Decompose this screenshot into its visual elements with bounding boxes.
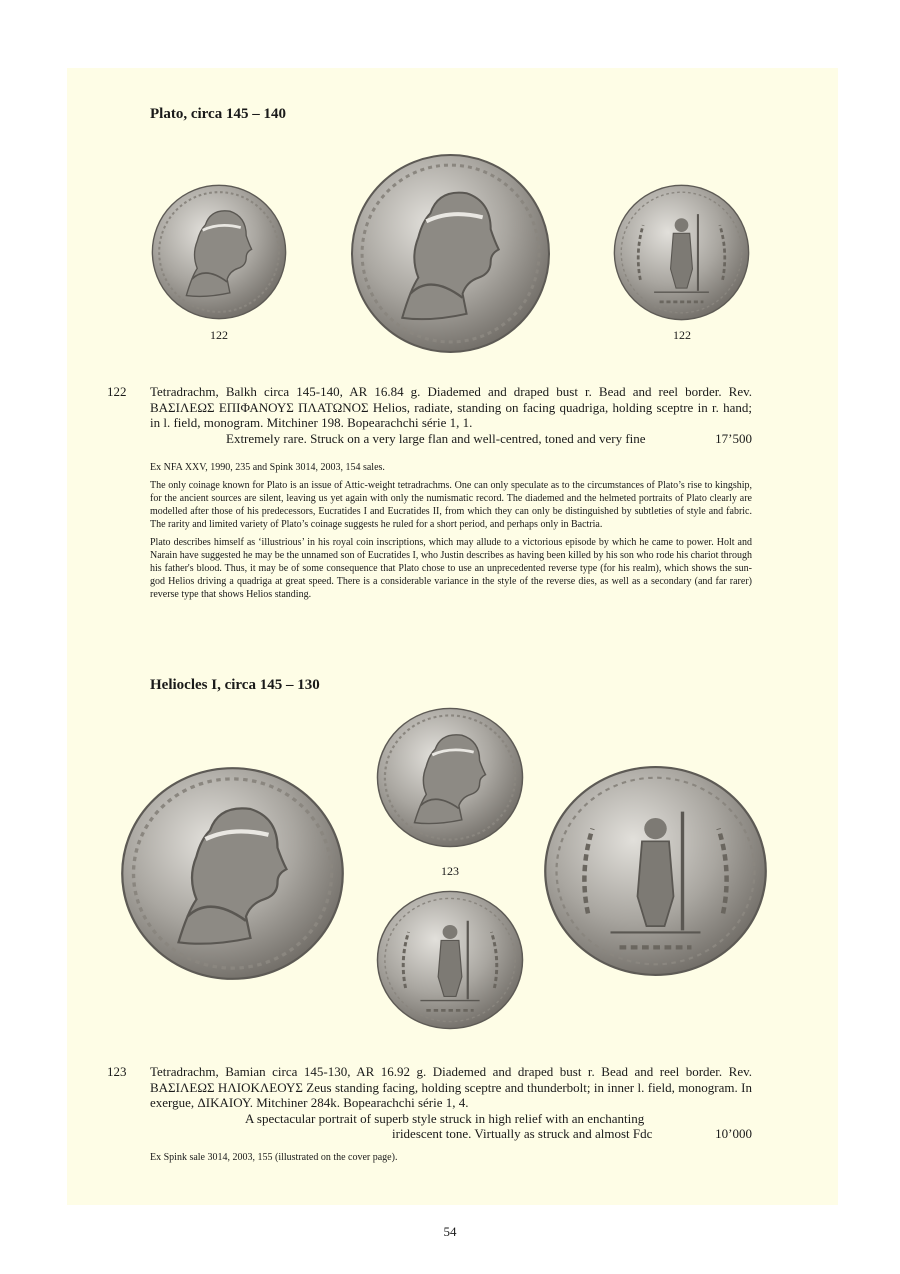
note-paragraph: The only coinage known for Plato is an issue of Attic-weight tetradrachms. One can only speculate as to the circumstances of Plato’s rise to kingship, for the ancient sources are silent, leaving us yet again with only the numismatic record. The diademed and the helmeted portraits of Plato clearly are modelled after those of his predecessors, Eucratides I and Eucratides II, from which they can only be distinguished by subtleties of style and fabric. The rarity and limited variety of Plato’s coinage suggests he ruled for a short period, and perhaps only in Bactria.	[150, 480, 752, 530]
coin-obverse-bust-icon	[151, 184, 287, 320]
coin-obverse-bust-icon	[120, 766, 345, 981]
coin-reverse-zeus-icon	[543, 765, 768, 977]
lot-description	[150, 384, 752, 446]
page-number: 54	[443, 1224, 457, 1239]
lot-number: 122	[107, 384, 127, 399]
provenance: Ex NFA XXV, 1990, 235 and Spink 3014, 2003, 154 sales.	[150, 462, 385, 473]
lot-price: 10’000	[715, 1126, 752, 1141]
lot-price: 17’500	[715, 430, 752, 446]
coin-reverse-zeus-icon	[376, 890, 524, 1030]
coin-obverse-bust-icon	[376, 707, 524, 848]
lot-grade: A spectacular portrait of superb style struck in high relief with an enchanting	[245, 1110, 645, 1126]
section-heading-heliocles: Heliocles I, circa 145 – 130	[150, 677, 320, 693]
lot-grade: Extremely rare. Struck on a very large flan and well-centred, toned and very fine	[226, 430, 646, 446]
coin-reverse-helios-icon	[613, 184, 750, 321]
coin-caption: 123	[441, 864, 459, 878]
coin-obverse-bust-icon	[350, 153, 551, 354]
coin-caption: 122	[210, 328, 228, 342]
note-paragraph: Plato describes himself as ‘illustrious’ in his royal coin inscriptions, which may allude to a victorious episode by which he came to power. Holt and Narain have suggested he may be the unnamed son of Eucratides I, who Justin describes as having been killed by his son who rode his chariot through his father's blood. Thus, it may be of some consequence that Plato chose to use an unprecedented reverse type (for his realm), which shows the sun-god Helios driving a quadriga at great speed. There is a considerable variance in the style of the reverse dies, as well as a secondary (and far rarer) reverse type that shows Helios standing.	[150, 537, 752, 600]
coin-caption: 122	[673, 328, 691, 342]
lot-desc: Tetradrachm, Balkh circa 145-140, AR 16.84 g. Diademed and draped bust r. Bead and reel border. Rev. ΒΑΣΙΛΕΩΣ ΕΠΙΦΑΝΟΥΣ ΠΛΑΤΩΝΟΣ Helios, radiate, standing on facing quadriga, holding sceptre in r. hand; in l. field, monogram. Mitchiner 198. Bopearachchi série 1, 1.	[150, 384, 752, 430]
lot-description	[150, 1064, 752, 1142]
lot-desc: Tetradrachm, Bamian circa 145-130, AR 16.92 g. Diademed and draped bust r. Bead and reel border. Rev. ΒΑΣΙΛΕΩΣ ΗΛΙΟΚΛΕΟΥΣ Zeus standing facing, holding sceptre and thunderbolt; in inner l. field, monogram. In exergue, ΔΙΚΑΙΟΥ. Mitchiner 284k. Bopearachchi série 1, 4.	[150, 1064, 752, 1110]
provenance: Ex Spink sale 3014, 2003, 155 (illustrated on the cover page).	[150, 1152, 398, 1163]
section-heading-plato: Plato, circa 145 – 140	[150, 106, 286, 122]
lot-grade: iridescent tone. Virtually as struck and almost Fdc	[392, 1126, 653, 1141]
lot-number: 123	[107, 1064, 127, 1079]
lot-notes	[150, 1151, 752, 1169]
lot-notes	[150, 461, 752, 606]
